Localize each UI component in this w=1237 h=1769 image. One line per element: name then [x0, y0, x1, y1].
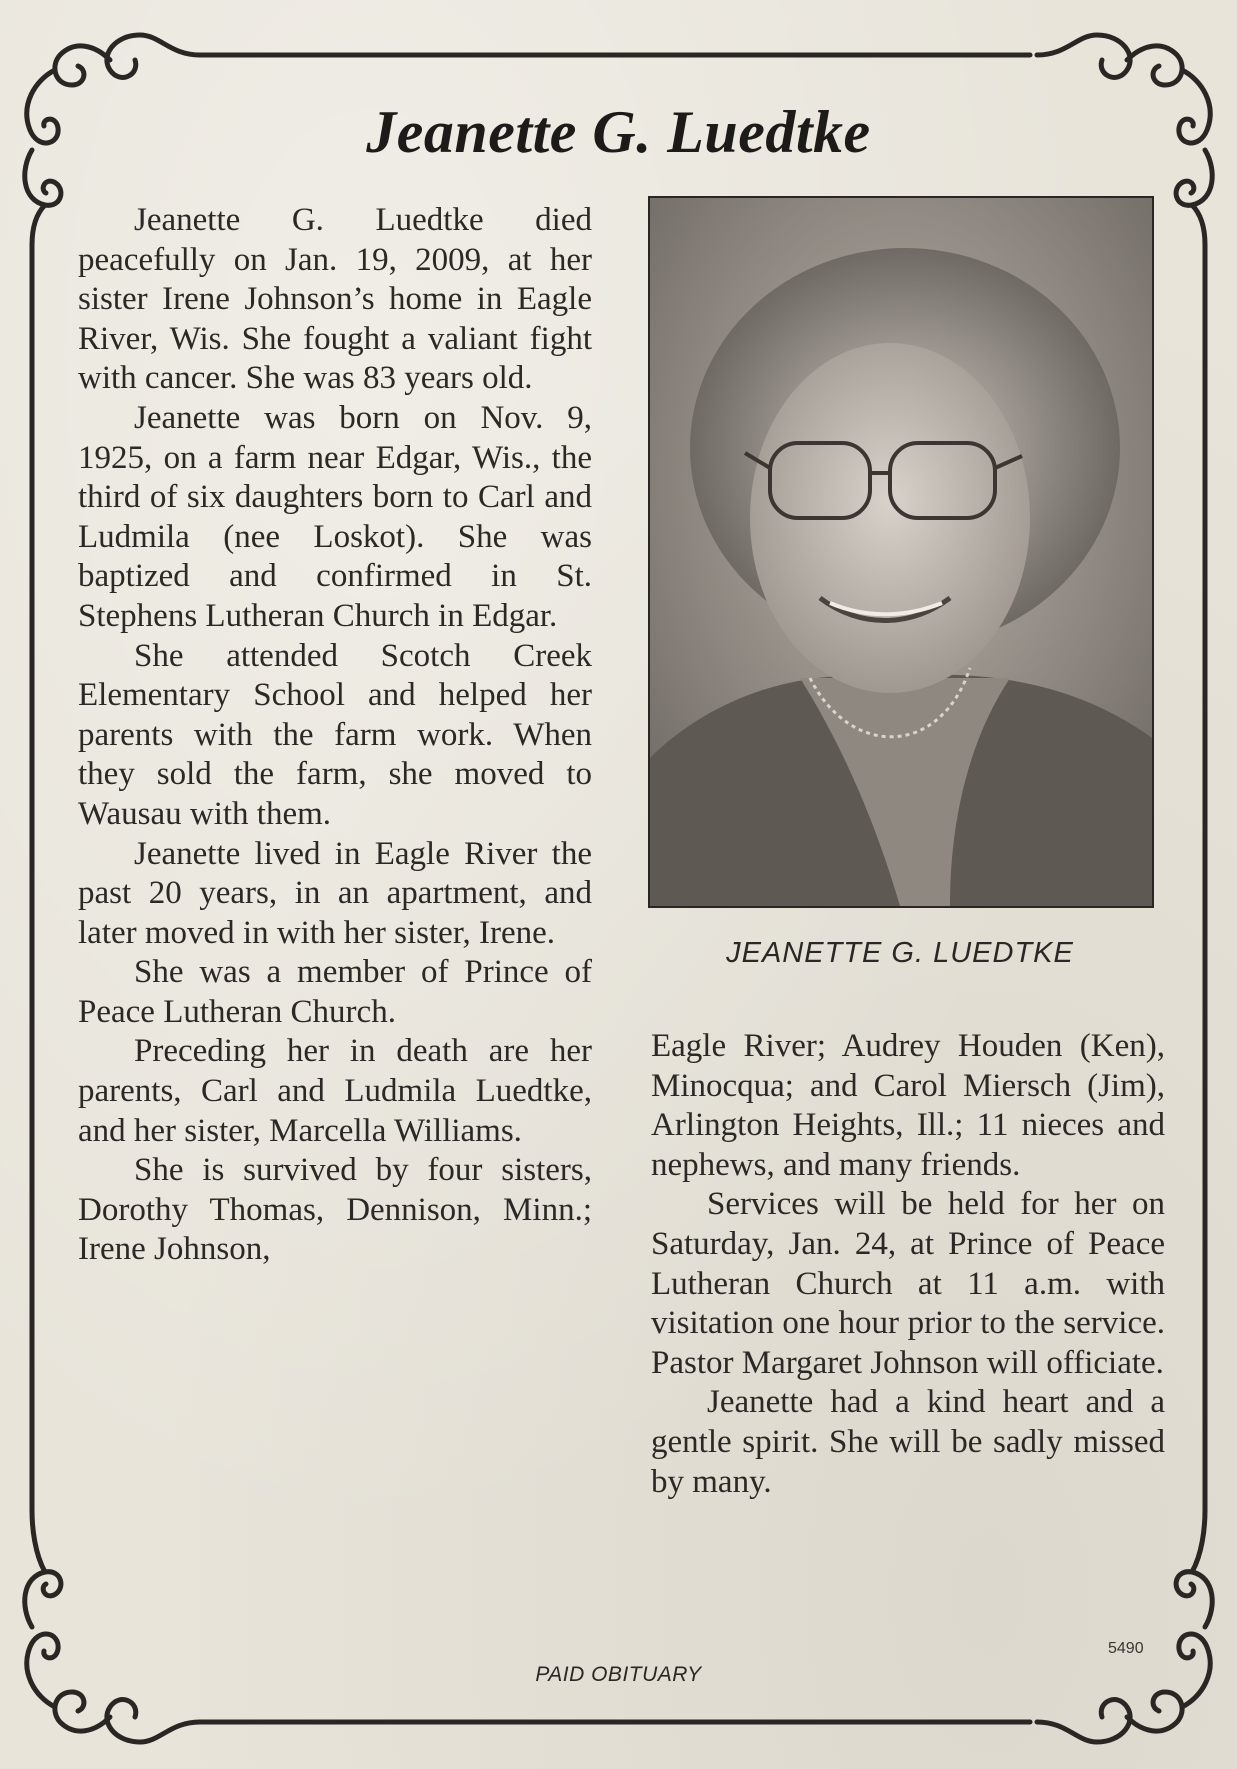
- paragraph-residence: Jeanette lived in Eagle River the past 20 years, in an apartment, and later moved in with her sister, Irene.: [78, 835, 592, 951]
- scroll-bottom-right-icon: [1037, 1510, 1212, 1742]
- left-text-column: [78, 201, 592, 1270]
- paragraph-church: She was a member of Prince of Peace Lutheran Church.: [78, 954, 592, 1030]
- paragraph-preceded: Preceding her in death are her parents, Carl and Ludmila Luedtke, and her sister, Marcella Williams.: [78, 1033, 592, 1149]
- paragraph-intro: Jeanette G. Luedtke died peacefully on Jan. 19, 2009, at her sister Irene Johnson’s home in Eagle River, Wis. She fought a valiant fight with cancer. She was 83 years old.: [78, 202, 592, 397]
- paragraph-survivors-continued: Eagle River; Audrey Houden (Ken), Minocqua; and Carol Miersch (Jim), Arlington Heights, Ill.; 11 nieces and nephews, and many friends.: [651, 1028, 1165, 1183]
- paragraph-closing: Jeanette had a kind heart and a gentle spirit. She will be sadly missed by many.: [651, 1384, 1165, 1500]
- paragraph-school: She attended Scotch Creek Elementary School and helped her parents with the farm work. When they sold the farm, she moved to Wausau with them.: [78, 637, 592, 832]
- paragraph-survived: She is survived by four sisters, Dorothy Thomas, Dennison, Minn.; Irene Johnson,: [78, 1152, 592, 1268]
- obituary-title: Jeanette G. Luedtke: [366, 99, 871, 165]
- paid-obituary-label: PAID OBITUARY: [535, 1663, 702, 1686]
- ad-number: 5490: [1108, 1640, 1144, 1657]
- scroll-bottom-left-icon: [25, 1510, 200, 1742]
- portrait-image: [650, 198, 1152, 906]
- right-text-column: [651, 1027, 1165, 1502]
- portrait-photo: [648, 196, 1154, 908]
- paragraph-services: Services will be held for her on Saturday, Jan. 24, at Prince of Peace Lutheran Church at 11 a.m. with visitation one hour prior to the service. Pastor Margaret Johnson will officiate.: [651, 1186, 1165, 1381]
- photo-caption: JEANETTE G. LUEDTKE: [726, 937, 1074, 969]
- paragraph-birth: Jeanette was born on Nov. 9, 1925, on a farm near Edgar, Wis., the third of six daughters born to Carl and Ludmila (nee Loskot). She was baptized and confirmed in St. Stephens Lutheran Church in Edgar.: [78, 399, 592, 634]
